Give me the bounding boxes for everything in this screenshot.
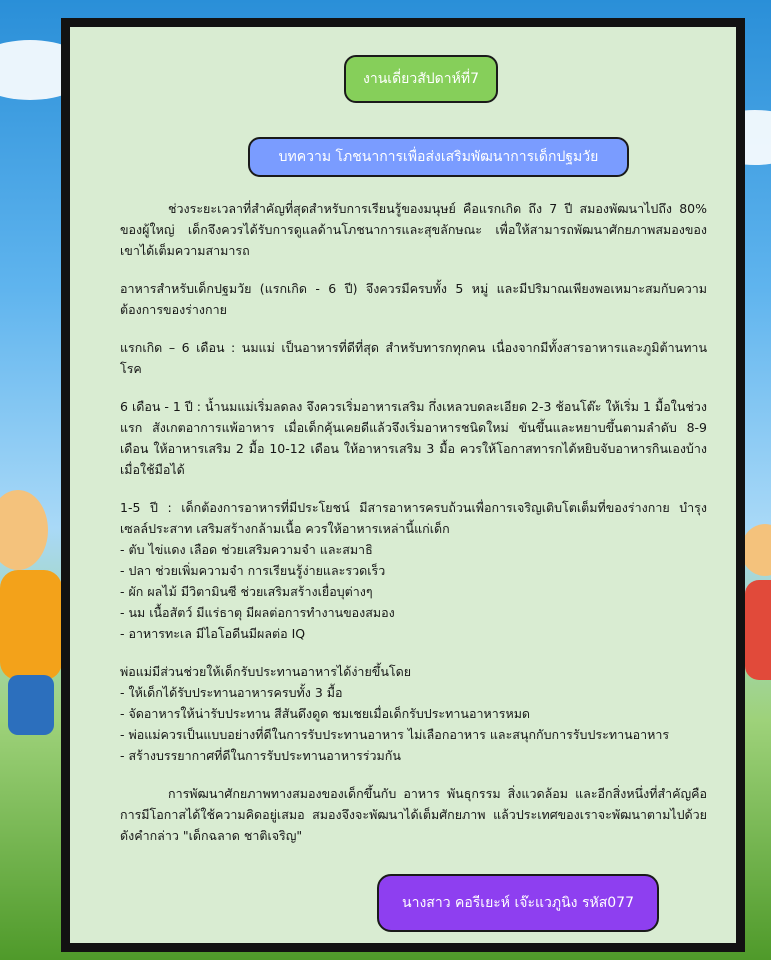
- author-badge: [377, 874, 659, 932]
- article-body: [120, 198, 707, 863]
- list-item: - ให้เด็กได้รับประทานอาหารครบทั้ง 3 มื้อ: [120, 685, 343, 700]
- week-label: งานเดี่ยวสัปดาห์ที่7: [363, 71, 479, 87]
- list-item: - ผัก ผลไม้ มีวิตามินซี ช่วยเสริมสร้างเยื่อบุต่างๆ: [120, 584, 373, 599]
- section-parents: [120, 661, 707, 766]
- article-title-badge: [248, 137, 629, 177]
- list-item: - สร้างบรรยากาศที่ดีในการรับประทานอาหารร่วมกัน: [120, 748, 401, 763]
- list-item: - นม เนื้อสัตว์ มีแร่ธาตุ มีผลต่อการทำงานของสมอง: [120, 605, 395, 620]
- one-to-five-intro: 1-5 ปี : เด็กต้องการอาหารที่มีประโยชน์ มีสารอาหารครบถ้วนเพื่อการเจริญเติบโตเต็มที่ของร่างกาย บำรุงเซลล์ประสาท เสริมสร้างกล้ามเนื้อ ควรให้อาหารเหล่านี้แก่เด็ก: [120, 500, 707, 536]
- paragraph-six-months: 6 เดือน - 1 ปี : น้ำนมแม่เริ่มลดลง จึงควรเริ่มอาหารเสริม กึ่งเหลวบดละเอียด 2-3 ช้อนโต๊ะ ให้เริ่ม 1 มื้อในช่วงแรก สังเกตอาการแพ้อาหาร เมื่อเด็กคุ้นเคยดีแล้วจึงเริ่มอาหารชนิดใหม่ ขันขึ้นและหยาบขึ้นตามลำดับ 8-9 เดือน ให้อาหารเสริม 2 มื้อ 10-12 เดือน ให้อาหารเสริม 3 มื้อ ควรให้โอกาสทารกได้หยิบจับอาหารกินเองบ้างเมื่อใช้มือได้: [120, 399, 707, 477]
- paragraph-food-groups: อาหารสำหรับเด็กปฐมวัย (แรกเกิด - 6 ปี) จึงควรมีครบทั้ง 5 หมู่ และมีปริมาณเพียงพอเหมาะสมกับความต้องการของร่างกาย: [120, 281, 707, 317]
- child-illustration-left: [0, 470, 70, 770]
- list-item: - ปลา ช่วยเพิ่มความจำ การเรียนรู้ง่ายและรวดเร็ว: [120, 563, 386, 578]
- parents-intro: พ่อแม่มีส่วนช่วยให้เด็กรับประทานอาหารได้ง่ายขึ้นโดย: [120, 664, 412, 679]
- list-item: - พ่อแม่ควรเป็นแบบอย่างที่ดีในการรับประทานอาหาร ไม่เลือกอาหาร และสนุกกับการรับประทานอาหาร: [120, 727, 670, 742]
- week-label-badge: [344, 55, 498, 103]
- list-item: - ตับ ไข่แดง เลือด ช่วยเสริมความจำ และสมาธิ: [120, 542, 373, 557]
- list-item: - อาหารทะเล มีไอโอดีนมีผลต่อ IQ: [120, 626, 306, 641]
- article-title: บทความ โภชนาการเพื่อส่งเสริมพัฒนาการเด็กปฐมวัย: [278, 149, 599, 165]
- list-item: - จัดอาหารให้น่ารับประทาน สีสันดึงดูด ชมเชยเมื่อเด็กรับประทานอาหารหมด: [120, 706, 531, 721]
- paragraph-intro: ช่วงระยะเวลาที่สำคัญที่สุดสำหรับการเรียนรู้ของมนุษย์ คือแรกเกิด ถึง 7 ปี สมองพัฒนาไปถึง 80% ของผู้ใหญ่ เด็กจึงควรได้รับการดูแลด้านโภชนาการและสุขลักษณะ เพื่อให้สามารถพัฒนาศักยภาพสมองของเขาได้เต็มความสามารถ: [120, 201, 707, 258]
- section-one-to-five: [120, 497, 707, 644]
- author-label: นางสาว คอรีเยะห์ เจ๊ะแวภูนิง รหัส077: [402, 895, 634, 911]
- paragraph-conclusion: การพัฒนาศักยภาพทางสมองของเด็กขึ้นกับ อาหาร พันธุกรรม สิ่งแวดล้อม และอีกสิ่งหนึ่งที่สำคัญคือ การมีโอกาสได้ใช้ความคิดอยู่เสมอ สมองจึงจะพัฒนาได้เต็มศักยภาพ แล้วประเทศของเราจะพัฒนาตามไปด้วย ดังคำกล่าว "เด็กฉลาด ชาติเจริญ": [120, 786, 707, 843]
- paragraph-newborn: แรกเกิด – 6 เดือน : นมแม่ เป็นอาหารที่ดีที่สุด สำหรับทารกทุกคน เนื่องจากมีทั้งสารอาหารและภูมิต้านทานโรค: [120, 340, 707, 376]
